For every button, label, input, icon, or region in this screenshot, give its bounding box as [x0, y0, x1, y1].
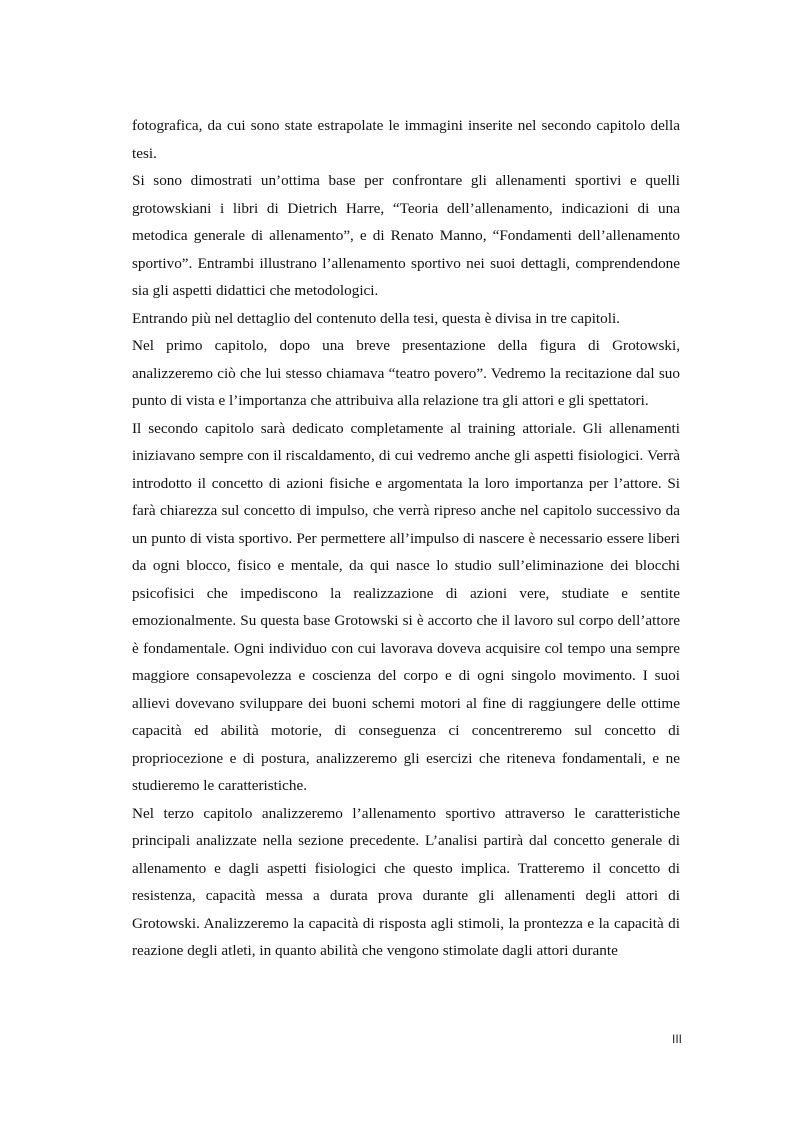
paragraph-2: Si sono dimostrati un’ottima base per confrontare gli allenamenti sportivi e quelli grotowskiani i libri di Dietrich Harre, “Teoria dell’allenamento, indicazioni di una metodica generale di allenamento”, e di Renato Manno, “Fondamenti dell’allenamento sportivo”. Entrambi illustrano l’allenamento sportivo nei suoi dettagli, comprendendone sia gli aspetti didattici che metodologici.: [132, 172, 680, 299]
paragraph-5: Il secondo capitolo sarà dedicato completamente al training attoriale. Gli allenamenti iniziavano sempre con il riscaldamento, di cui vedremo anche gli aspetti fisiologici. Verrà introdotto il concetto di azioni fisiche e argomentata la loro importanza per l’attore. Si farà chiarezza sul concetto di impulso, che verrà ripreso anche nel capitolo successivo da un punto di vista sportivo. Per permettere all’impulso di nascere è necessario essere liberi da ogni blocco, fisico e mentale, da qui nasce lo studio sull’eliminazione dei blocchi psicofisici che impediscono la realizzazione di azioni vere, studiate e sentite emozionalmente. Su questa base Grotowski si è accorto che il lavoro sul corpo dell’attore è fondamentale. Ogni individuo con cui lavorava doveva acquisire col tempo una sempre maggiore consapevolezza e coscienza del corpo e di ogni singolo movimento. I suoi allievi dovevano sviluppare dei buoni schemi motori al fine di raggiungere delle ottime capacità ed abilità motorie, di conseguenza ci concentreremo sul concetto di propriocezione e di postura, analizzeremo gli esercizi che riteneva fondamentali, e ne studieremo le caratteristiche.: [132, 419, 680, 794]
page-number: III: [671, 1032, 682, 1046]
paragraph-1: fotografica, da cui sono state estrapolate le immagini inserite nel secondo capitolo della tesi.: [132, 117, 680, 162]
paragraph-3: Entrando più nel dettaglio del contenuto della tesi, questa è divisa in tre capitoli.: [132, 309, 620, 327]
body-text: [132, 112, 680, 965]
paragraph-4: Nel primo capitolo, dopo una breve presentazione della figura di Grotowski, analizzeremo ciò che lui stesso chiamava “teatro povero”. Vedremo la recitazione dal suo punto di vista e l’importanza che attribuiva alla relazione tra gli attori e gli spettatori.: [132, 337, 680, 409]
paragraph-6: Nel terzo capitolo analizzeremo l’allenamento sportivo attraverso le caratteristiche principali analizzate nella sezione precedente. L’analisi partirà dal concetto generale di allenamento e dagli aspetti fisiologici che questo implica. Tratteremo il concetto di resistenza, capacità messa a durata prova durante gli allenamenti degli attori di Grotowski. Analizzeremo la capacità di risposta agli stimoli, la prontezza e la capacità di reazione degli atleti, in quanto abilità che vengono stimolate dagli attori durante: [132, 804, 680, 959]
